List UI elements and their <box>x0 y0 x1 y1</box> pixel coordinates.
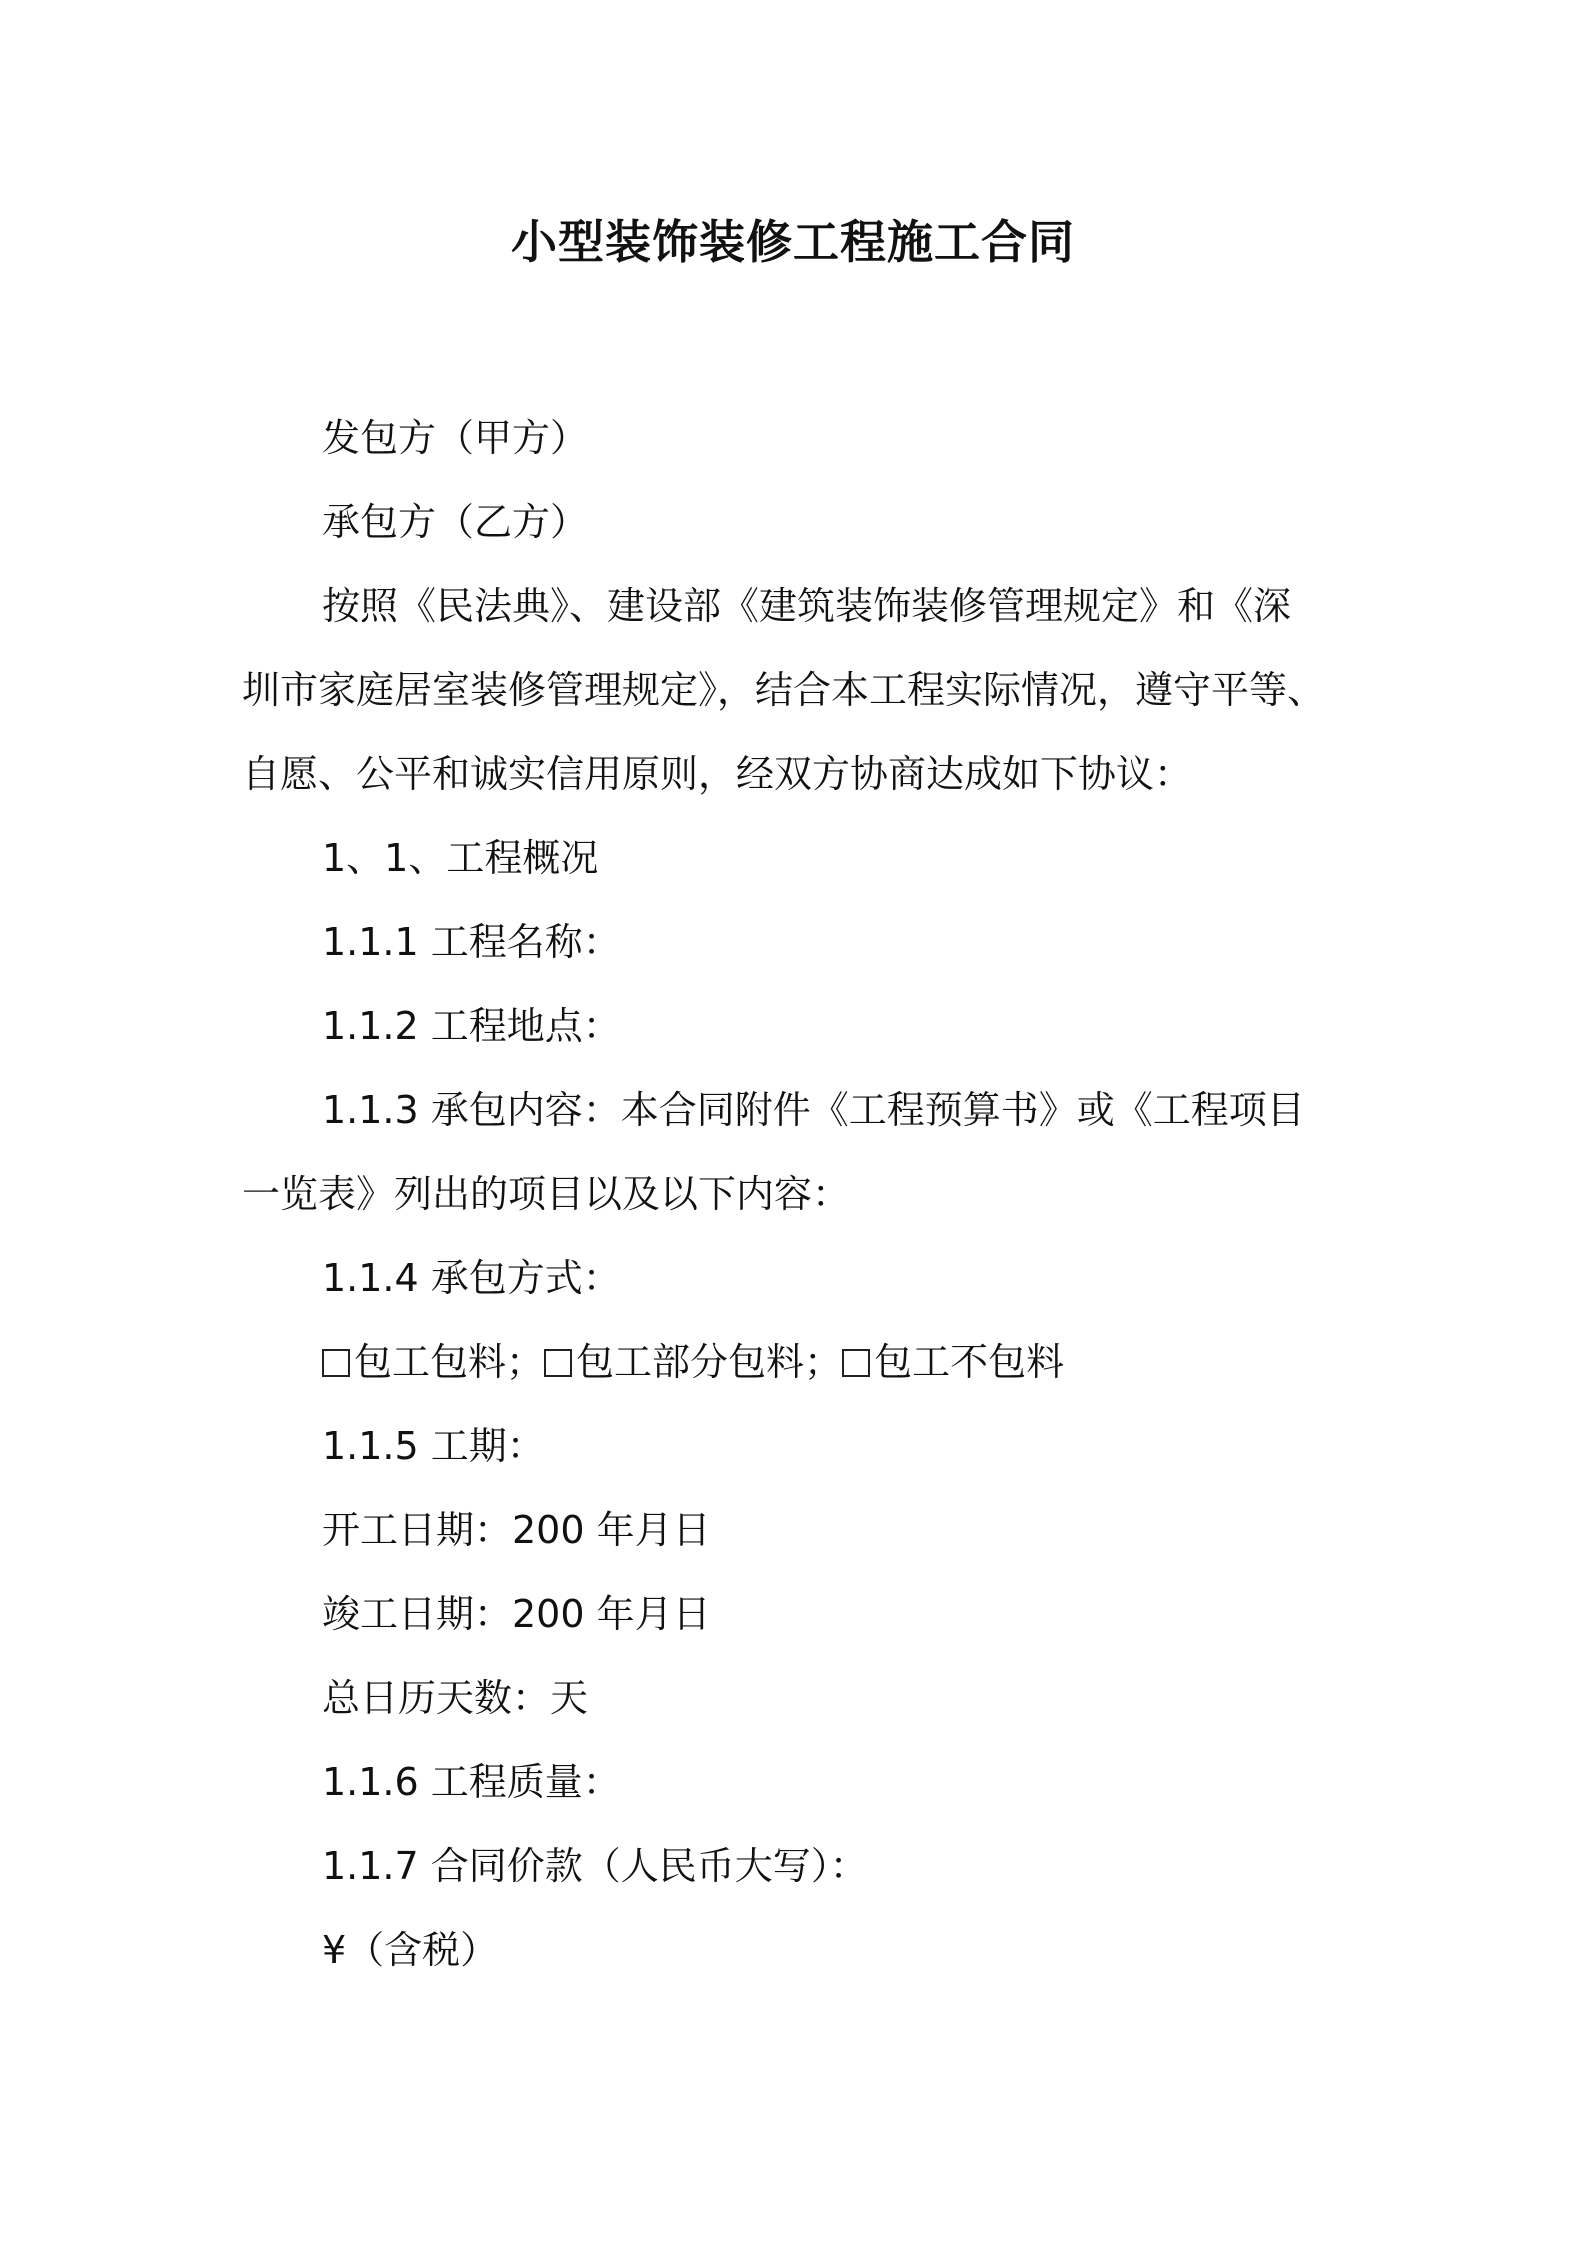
option-separator: ； <box>506 1340 545 1384</box>
checkbox-labor-only[interactable] <box>842 1349 870 1377</box>
option-labor-partial-materials: 包工部分包料 <box>576 1340 805 1384</box>
contract-title: 小型装饰装修工程施工合同 <box>511 215 1075 269</box>
preamble-line-2: 圳市家庭居室装修管理规定》，结合本工程实际情况，遵守平等、 <box>242 668 1326 712</box>
amount-field: ¥（含税） <box>322 1928 499 1972</box>
option-labor-and-materials: 包工包料 <box>354 1340 507 1384</box>
schedule-field: 1.1.5 工期： <box>322 1424 545 1468</box>
start-date-field: 开工日期：200 年月日 <box>322 1508 711 1552</box>
preamble-line-3: 自愿、公平和诚实信用原则，经双方协商达成如下协议： <box>242 752 1193 796</box>
contract-mode-options <box>322 1336 1442 1388</box>
contract-mode-field: 1.1.4 承包方式： <box>322 1256 621 1300</box>
party-a-label: 发包方（甲方） <box>322 416 589 460</box>
project-location-field: 1.1.2 工程地点： <box>322 1004 621 1048</box>
option-labor-only: 包工不包料 <box>874 1340 1065 1384</box>
party-b-label: 承包方（乙方） <box>322 500 589 544</box>
total-days-field: 总日历天数：天 <box>322 1676 589 1720</box>
contract-scope-line-2: 一览表》列出的项目以及以下内容： <box>242 1172 851 1216</box>
completion-date-field: 竣工日期：200 年月日 <box>322 1592 711 1636</box>
section-heading-project-overview: 1、1、工程概况 <box>322 836 599 880</box>
quality-field: 1.1.6 工程质量： <box>322 1760 621 1804</box>
project-name-field: 1.1.1 工程名称： <box>322 920 621 964</box>
checkbox-labor-partial-materials[interactable] <box>544 1349 572 1377</box>
checkbox-labor-and-materials[interactable] <box>322 1349 350 1377</box>
contract-scope-line-1: 1.1.3 承包内容：本合同附件《工程预算书》或《工程项目 <box>322 1088 1305 1132</box>
contract-price-field: 1.1.7 合同价款（人民币大写）： <box>322 1844 868 1888</box>
option-separator: ； <box>804 1340 843 1384</box>
preamble-line-1: 按照《民法典》、建设部《建筑装饰装修管理规定》和《深 <box>322 584 1292 628</box>
